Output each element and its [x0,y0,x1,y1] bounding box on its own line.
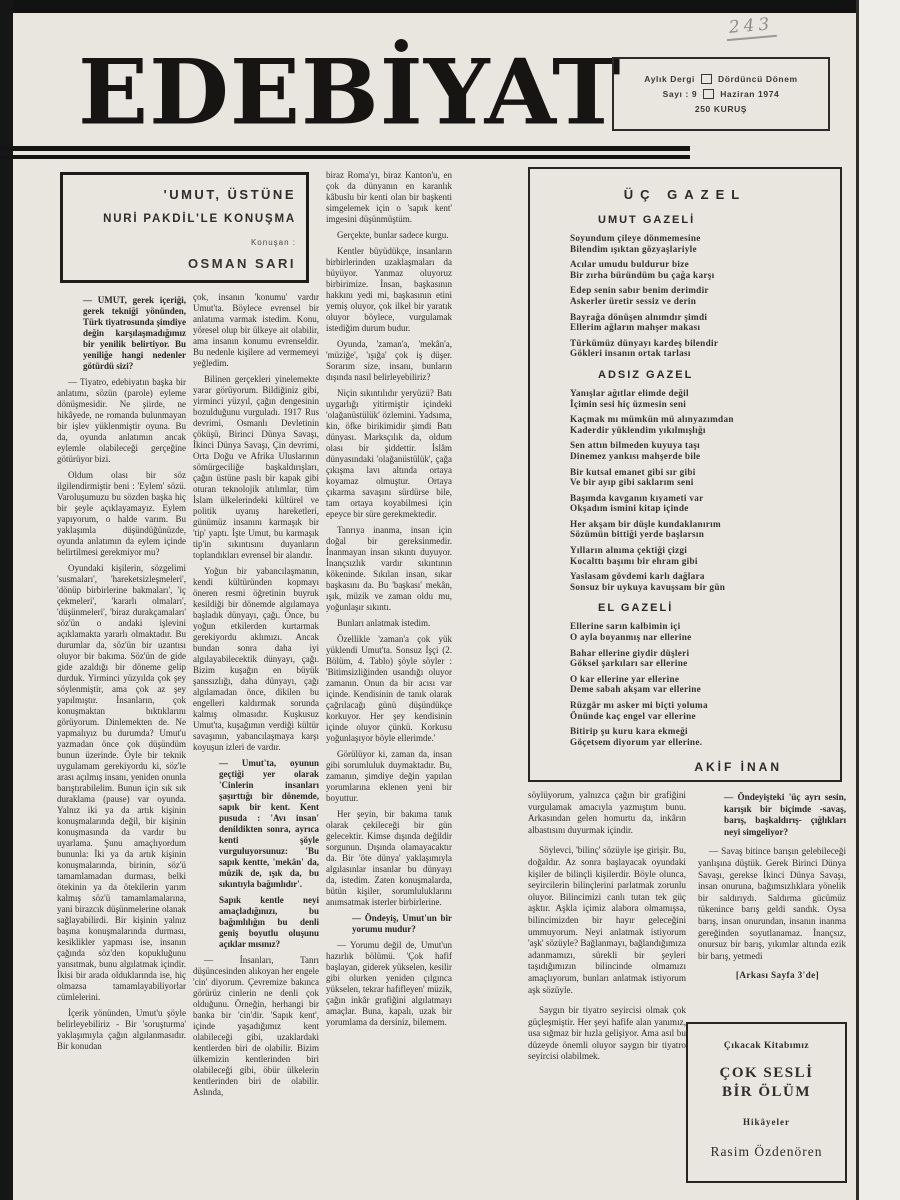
poem-couplet [570,674,840,695]
poem-couplet [570,621,840,642]
interview-title-line1: 'UMUT, ÜSTÜNE [163,187,296,202]
interview-question: — Öndeyiş, Umut'un bir yorumu mudur? [352,913,452,934]
poem-line: O kar ellerine yar ellerine [570,673,680,684]
poem-line: Bir kutsal emanet gibi sır gibi [570,466,696,477]
issue-row-1 [644,74,797,84]
poem-line: Sonsuz bir uykuya kavuşsam bir gün [570,581,726,592]
poem-line: Sen attın bilmeden kuyuya taşı [570,440,700,451]
scan-margin-right [859,0,900,1200]
poem-couplet [570,648,840,669]
book-genre: Hikâyeler [743,1117,790,1127]
book-title-line1: ÇOK SESLİ [719,1065,814,1081]
interview-column-3 [326,170,452,1033]
interview-paragraph: — Savaş bitince barışın gelebileceği yanlışına düştük. Gerek Birinci Dünya Savaşı, gerekse İkinci Dünya Savaşı, insan onuruna, bağımsızlıklara yönelik bir saldırıydı. Saldırma gücümüz tükenince barış geldi sandık. Oysa barış, insan onurundan, insanın inanma gereğinden soyutlanamaz. İnançsız, onursuz bir barış, yıkımlar altında ezik bir barış, yetmedi [698,846,846,961]
book-announcement-box [686,1022,847,1183]
interview-continuation-left [528,790,686,1072]
poem-line: Bayrağa dönüşen alnımdır şimdi [570,311,708,322]
interview-paragraph: çok, insanın 'konumu' vardır Umut'ta. Böylece evrensel bir anlatıma varmak istedim. Konu, yöresel olup bir ülkeye ait olabilir, ama insanın konumu evrenseldir. Bu nedenle kişilere ad vermemeyi yeğledim. [193,292,319,368]
poem-line: Başımda kavganın kıyameti var [570,492,704,503]
poem-line: Ellerine sarın kalbimin içi [570,621,681,632]
poem-line: Göçetsem diyorum yar ellerine. [570,736,703,747]
interview-byline-label: Konuşan : [250,238,296,247]
poet-signature: AKİF İNAN [694,760,782,775]
poem-line: Sözümün bittiği yerde başlarsın [570,529,705,540]
poem-couplet [570,388,840,409]
poem-couplet [570,414,840,435]
scan-edge-right [856,0,859,1200]
book-author: Rasim Özdenören [710,1144,823,1159]
poem-title: UMUT GAZELİ [598,214,696,226]
interview-question: — Öndeyişteki 'üç ayrı sesin, karışık bir biçimde -savaş, barış, başkaldırış- çığlıkları neyi simgeliyor? [724,792,846,837]
poem-line: Bilendim ışıktan gözyaşlariyle [570,243,697,254]
poem-line: Yanışlar ağıtlar elimde değil [570,387,689,398]
poem-couplet [570,726,840,747]
interview-paragraph: Bunları anlatmak istedim. [337,618,431,628]
poem-title: ADSIZ GAZEL [598,368,694,381]
interview-paragraph: Gerçekte, bunlar sadece kurgu. [337,230,449,240]
interview-paragraph: Yoğun bir yabancılaşmanın, kendi kültüründen kopmayı öneren resmi öğretinin buyruk kesildiği bir dönemde algılamaya başladık dünyayı, çağı. Önce, bu yoğun etkilerden kurtarmak gerekiyordu aklımızı. Ancak bundan sonra daha iyi algılayabilecektik dünyayı, çağı. Bizim kuşağın en büyük şanssızlığı, daha dünyayı, çağı algılamadan önce, dikilen bu engelleri kaldırmak sorunda kalmış olmasıdır. Kuşkusuz Umut'ta, kuşağımın verdiği kültür savaşının, yabancılaşmaya karşı koyuşun izleri de vardır. [193,566,319,752]
interview-question: Sapık kentle neyi amaçladığınızı, bu bağımlılığın bu denli geniş boyutlu oluşunu açıklar mısınız? [219,895,319,949]
interview-paragraph: Niçin sıkıntılıdır yeryüzü? Batı uygarlığı yitirmiştir içindeki 'olağanüstülük' özlemini. Yadsıma, kin, öfke birikimidir şimdi Batı dünyası. Marksçılık da, oldum olası bir şiddettir. İslâm dünyasındaki 'olağanüstülük', çağa çıkışma lavı altında ortaya koyamaz olmuştur. Ortaya çıkarma savaşını sürdürse bile, tam ortaya koyabilmesi için epeyce bir süre gerekmektedir. [326,388,452,519]
poem-line: Kaçmak mı mümkün mü alınyazımdan [570,414,734,425]
poem-couplet [570,700,840,721]
interview-paragraph: Tanrıya inanma, insan için doğal bir gereksinmedir. İnanmayan insan sıkıntı duyuyor. İnançsızlık vardır sıkıntının kökeninde. Sıkılan insan, sıkar başkasını da. Bu 'başkası' mekân, ışık, müzik ve zaman oldu mu, yoğunlaşır sıkıntı. [326,525,452,612]
interview-title-line2: NURİ PAKDİL'LE KONUŞMA [103,213,296,225]
interview-paragraph: Görülüyor ki, zaman da, insan gibi sorumluluk duymaktadır. Bu, zamanın, şimdiye değin yapılan yorumlarına eklenen yeni bir boyuttur. [326,749,452,803]
interview-paragraph: İçerik yönünden, Umut'u şöyle belirleyebiliriz - Bir 'soruşturma' yaklaşımıyla çağın algılanmasıdır. Bir konudan [57,1008,186,1051]
masthead-rule-bottom [0,155,690,159]
poem-couplet [570,312,840,333]
poem-couplet [570,440,840,461]
issue-date: Haziran 1974 [720,89,780,99]
poem-couplet [570,519,840,540]
poem-couplet [570,467,840,488]
interview-paragraph: Özellikle 'zaman'a çok yük yüklendi Umut'ta. Sonsuz İşçi (2. Bölüm, 4. Tablo) şöyle söyler : 'Bitimsizliğinden usandığı oluyor zamanın. Onun da bir acısı var içinde. Kendisinin de tanık olarak çağrılacağı günü düşündükçe korkuyor. Her şey kendisinin içinde oluyor çünkü. Korkusu yoğunlaşıyor böyle ellerimde.' [326,634,452,743]
poem-umut-gazeli [570,214,840,359]
book-title [688,1064,845,1102]
poem-line: Bahar ellerine giydir düşleri [570,647,690,658]
interview-paragraph: — Yorumu değil de, Umut'un hazırlık bölümü. 'Çok hafif başlayan, giderek yükselen, kesilir gibi olurken yeniden çılgınca yükselen, tekrar hafifleyen' müzik, çağın inkâr grafiğini algılatmayı amaçlar. Buna, kapalı, uzak bir yorumlama da dersiniz, bilemem. [326,940,452,1027]
poem-title: EL GAZELİ [598,602,674,615]
poem-line: Dinemez yankısı mahşerde bile [570,450,701,461]
interview-paragraph: Söylevci, 'bilinç' sözüyle işe girişir. Bu, doğaldır. Az sonra başlayacak oyundaki kişiler de bilinçli kişilerdir. Böyle olunca, seyircilerin bilinçlerini parlatmak zorunlu oluyor. Bilincimizi canlı tutan tek güç aşktır. Aşkla içimiz alabora olmamışsa, bilincimizden bir hayır geleceğini ummuyorum. Neyi anlatmak istiyorum 'aşk' sözüyle? Bağlanmayı, bağlandığımıza adanmamızı, sürekli bir şeyleri taşıdığımızın bilincinde olmamızı amaçlıyorum, bunları anlatmak istiyorum aşk sözüyle. [528,845,686,995]
interview-column-2 [193,292,319,1103]
poem-line: Gökleri insanın ortak tarlası [570,348,691,359]
interview-paragraph: Kentler büyüdükçe, insanların birbirlerinden uzaklaşmaları da büyüyor. Yanmaz oluyoruz birbirimize. İnsan, başkasının hakkını yedi mi, başkasının etini yemiş oluyor, çok ilkel bir yaratık oluyor böylece, vurgulamak istediğim durum budur. [326,246,452,333]
book-title-line2: BİR ÖLÜM [721,1084,812,1100]
interview-question: — UMUT, gerek içeriği, gerek tekniği yönünden, Türk tiyatrosunda şimdiye değin karşılaşmadığımız bir yenilik belirtiyor. Bu yeniliğe hangi nedenler götürdü sizi? [83,295,186,371]
interview-paragraph: Oyundaki kişilerin, sözgelimi 'susmaları', 'hareketsizleşmeleri', 'dönüp birbirlerine bakmaları', 'iç çekmeleri', 'kararlı olmaları', 'düşünmeleri', 'biraz durakçamaları' söz'ün o andaki işlevini açıklamakta yararlı olmaktadır. Bu durumlar da, söz'ün bir uzantısı oluyor bir bakıma. Söz'ün de gide gide azaldığı bir döneme gelip durduk. Yirminci yüzyılda çok şey söylenmiştir, ama çok az şey yapılmıştır. İnsanların, çok konuşmaktan bıktıklarını görüyorum. Dinlemekten de. Ne yapmalıyız bu durumda? Umut'u yazmadan önce çok düşündüm bunun üzerinde. Öyle bir teknik uygulamam gerekiyordu ki, söz'le arası açılmış insanı, yeniden onunla barıştırabilelim. Bunun için sık sık duraklama (pause) var oyunda. Yalnız iki ya da artık kişinin konuşmalarında değil, bir kişinin konuşmasında da vardır bu uyarlama. Şunu amaçlıyordum bununla: İki ya da artık kişinin konuşmalarında, birinin, söz'ü tamamlamadan durması, belki ötekinin ya da ötekilerin yarım kalmış söz'ü tamamlamalarına, yani birazcık düşünmelerine olanak sağlayabilirdi. Bir kişinin yalnız başına konuşmalarında durması, kesiklikler yapması ise, insanın çağında söz'den kopukluğunu yansıtmak, bunu algılatmak içindir. İkisi bir arada olduklarında ise, hiç olmazsa tamamlayabiliyorlar cümlelerini. [57,563,186,1002]
interview-paragraph: Oldum olası bir söz ilgilendirmiştir beni : 'Eylem' sözü. Varoluşumuzu bu sözden başka hiç bir şeyle açıklayamayız. Eylem yapıyorum, o halde varım. Bu yaklaşımla düşündüğünüzde, oyunda anlatımın da eylem içinde belirtilmesi gerekmiyor mu? [57,470,186,557]
poems-section-title: ÜÇ GAZEL [623,187,747,202]
masthead-rule-top [0,146,690,151]
poem-line: Kaderdir yüklendim yıkılmışlığı [570,424,706,435]
interview-paragraph: — İnsanları, Tanrı düşüncesinden alıkoyan her engele 'cin' diyorum. Çevremize bakınca görürüz cinlerin ne denli çok olduğunu. Örneğin, herhangi bir banka bir 'cin'dir. 'Sapık kent', içinde yaşadığımız kent olabileceği gibi, uzaklardaki kentlerden biri de olabilir. Bizim ülkemizin kentlerinden biri olabileceği gibi, öbür ülkelerin kentlerinden biri de olabilir. Aslında, [193,955,319,1097]
poem-line: Kocalttı başımı bir ehram gibi [570,555,698,566]
checkbox-icon [703,89,714,99]
poem-line: Bir zırha büründüm bu çağa karşı [570,269,715,280]
poem-couplet [570,493,840,514]
checkbox-icon [701,74,712,84]
poem-couplet [570,338,840,359]
interview-paragraph: söylüyorum, yalnızca çağın bir grafiğini vurgulamak amacıyla yazmıştım bunu. Arkasından gelen homurtu da, inkârın albastısını duyurmak içindir. [528,790,686,835]
issue-periodicity: Aylık Dergi [644,74,695,84]
poem-couplet [570,259,840,280]
poem-line: Rüzgâr mı asker mi biçti yoluma [570,700,708,710]
poem-line: Okşadım ismini kitap içinde [570,503,689,514]
issue-price: 250 KURUŞ [694,104,748,114]
continued-on-page-note: [Arkası Sayfa 3'de] [735,970,820,981]
interview-paragraph: Oyunda, 'zaman'a, 'mekân'a, 'müziğe', 'ışığa' çok iş düşer. Sorarım size, insanı, bunların dışında nasıl belirleyebiliriz? [326,339,452,382]
poem-line: Edep senin sabır benim derimdir [570,285,709,296]
poem-couplet [570,233,840,254]
poem-line: O ayla boyanmış nar ellerine [570,632,692,643]
interview-paragraph: biraz Roma'yı, biraz Kanton'u, en çok da dünyanın en karanlık kâbuslu bir kenti olan bir başkenti simgelemek için o 'sapık kent' imgesini düşünmüştüm. [326,170,452,224]
issue-period: Dördüncü Dönem [717,74,798,84]
poem-line: Soyundum çileye dönmemesine [570,233,701,243]
poem-line: Türkümüz dünyayı kardeş bilendir [570,337,719,348]
poem-line: Bitirip şu kuru kara ekmeği [570,726,688,737]
interview-header-box [60,172,309,283]
poem-line: Askerler üretir sessiz ve derin [570,295,697,306]
interview-byline-name: OSMAN SARI [187,256,296,271]
handwritten-page-number: 243 [725,14,777,41]
poem-line: Deme sabah akşam var ellerine [570,684,702,695]
scan-edge-left [0,0,13,1200]
poem-line: Acılar umudu buldurur bize [570,259,690,270]
interview-continuation-right [698,789,846,990]
issue-number: Sayı : 9 [662,89,698,99]
book-kicker: Çıkacak Kitabımız [723,1041,810,1051]
masthead-title: EDEBİYAT [78,39,622,145]
poem-line: Ellerim ağların mahşer makası [570,322,701,333]
poem-line: Yılların alnıma çektiği çizgi [570,545,688,556]
poem-line: Önünde kaç engel var ellerine [570,710,696,721]
poems-box [528,167,842,782]
poem-line: Yaslasam gövdemi karlı dağlara [570,571,705,582]
poem-couplet [570,545,840,566]
poem-couplet [570,571,840,592]
interview-column-1 [57,292,186,1057]
poem-line: Ve bir ayıp gibi saklarım seni [570,477,694,488]
poem-line: Göksel şarkıları sar ellerine [570,658,688,669]
interview-question: — Umut'ta, oyunun geçtiği yer olarak 'Cinlerin insanları şaşırttığı bir dönemde, sapık bir kent. Kent pusuda : 'Avı insan' denildikten sonra, ayrıca kenti şöyle vurguluyorsunuz: 'Bu sapık kentte, 'mekân' da, müzik de, ışık da, bu sıkıntıyla bağımlıdır'. [219,758,319,889]
interview-paragraph: Bilinen gerçekleri yinelemekte yarar görüyorum. Bildiğiniz gibi, yirminci yüzyıl, çağın dengesinin bozulduğunu vurguladı. 1917 Rus devrimi, Osmanlı Devletinin çöküşü, Birinci Dünya Savaşı, İkinci Dünya Savaşı, Çin devrimi, Orta Doğu ve Afrika Uluslarının sömürgeciliğe başkaldırışları, çağın üstüne paslı bir kapak gibi oturan teknolojik atılımlar, tüm İslam ülkelerindeki kültürel ve politik uyanış hareketleri, günümüz insanını karmaşık bir 'tip' yaptı. İşte Umut, bu karmaşık tip'in sıkıntısını duyanların toplandıkları evrensel bir alandır. [193,374,319,560]
interview-paragraph: Saygın bir tiyatro seyircisi olmak çok güçleşmiştir. Her şeyi hafife alan yanımız, usa sığmaz bir hızla gelişiyor. Ama asıl bu düzeyde önemli oluyor saygın bir tiyatro seyircisi olabilmek. [528,1005,686,1062]
poem-el-gazeli [570,602,840,747]
poem-line: İçimin sesi hiç üzmesin seni [570,398,687,409]
scan-edge-top [0,0,900,13]
interview-paragraph: Her şeyin, bir bakıma tanık olarak çekileceği bir gün gelecektir. Kimse dışında değildir sorgunun. Dışında olamayacaktır da. Bir 'öte dünya' yaklaşımıyla algılasınlar insanlar bu dünyayı da, istedim. Zaten konuşmalarda, bütün kişiler, sorumluluklarını anımsatmak isterler birbirlerine. [326,809,452,907]
poem-couplet [570,285,840,306]
poem-adsiz-gazel [570,369,840,593]
issue-row-2 [663,89,780,99]
poem-line: Her akşam bir düşle kundaklanırım [570,518,721,529]
interview-paragraph: — Tiyatro, edebiyatın başka bir anlatımı, sözün (parole) eyleme dönüşmesidir. Ne şiirde, ne hikâyede, ne romanda bulunmayan bir işlev yüklenmiştir oyuna. Bu da, oyunda anlatımın ancak eylemle olabileceği gerçeğine götürüyor bizi. [57,377,186,464]
issue-info-box [612,57,830,131]
